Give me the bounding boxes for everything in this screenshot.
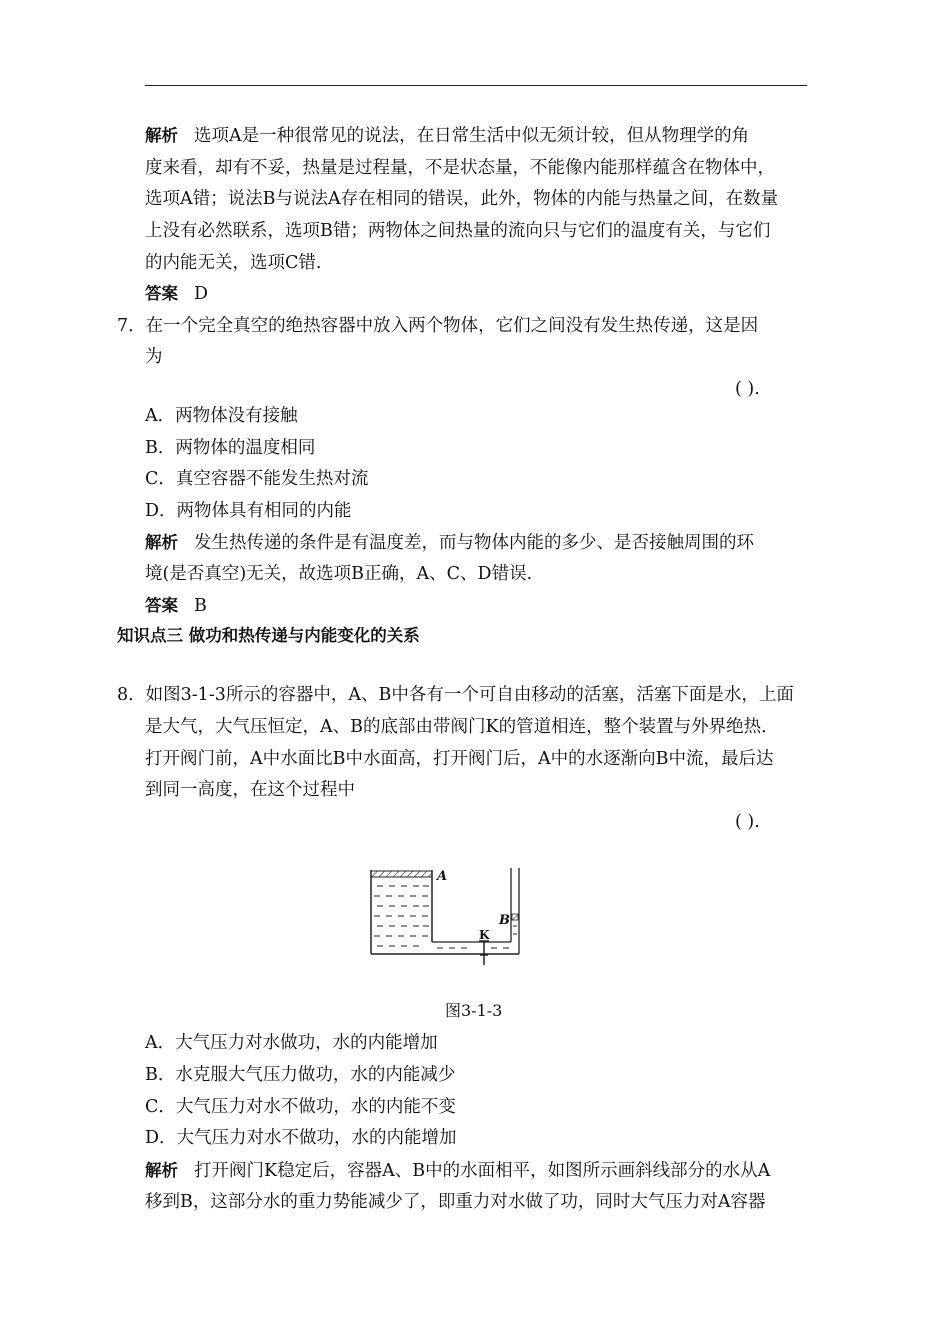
figure-label-b: B: [499, 913, 510, 928]
q8-answer-blank: ( ).: [735, 812, 760, 832]
answer-label: 答案: [145, 596, 178, 615]
q8-stem-line-1: 8．如图3-1-3所示的容器中，A、B中各有一个可自由移动的活塞，活塞下面是水，上面: [117, 685, 794, 705]
valve-k: [479, 941, 489, 965]
q8-analysis-line-2: 移到B，这部分水的重力势能减少了，即重力对水做了功，同时大气压力对A容器: [145, 1192, 766, 1212]
analysis-text: 发生热传递的条件是有温度差，而与物体内能的多少、是否接触周围的环: [194, 533, 754, 553]
q7-option-a: A．两物体没有接触: [145, 406, 298, 426]
q8-option-a: A．大气压力对水做功，水的内能增加: [145, 1033, 438, 1053]
q8-option-c: C．大气压力对水不做功，水的内能不变: [145, 1097, 456, 1117]
answer-label: 答案: [145, 284, 178, 303]
figure-label-a: A: [437, 869, 448, 884]
analysis-label: 解析: [145, 126, 178, 145]
q8-option-d: D．大气压力对水不做功，水的内能增加: [145, 1128, 457, 1148]
q7-stem-line-2: 为: [145, 347, 163, 367]
container-figure: [365, 862, 525, 970]
q8-stem-line-4: 到同一高度，在这个过程中: [145, 780, 355, 800]
q7-analysis-line-2: 境(是否真空)无关，故选项B正确，A、C、D错误.: [145, 564, 533, 584]
figure-label-k: K: [479, 928, 490, 942]
analysis6-line-4: 上没有必然联系，选项B错；两物体之间热量的流向只与它们的温度有关，与它们: [145, 221, 771, 241]
q8-analysis-line-1: [145, 1161, 770, 1181]
water-b: [513, 926, 517, 934]
water-a: [374, 886, 429, 946]
analysis-label: 解析: [145, 533, 178, 552]
q7-option-b: B．两物体的温度相同: [145, 438, 316, 458]
q8-option-b: B．水克服大气压力做功，水的内能减少: [145, 1065, 456, 1085]
header-rule: [145, 85, 807, 86]
q7-option-c: C．真空容器不能发生热对流: [145, 469, 369, 489]
answer6: [145, 284, 208, 304]
analysis6-line-2: 度来看，却有不妥，热量是过程量，不是状态量，不能像内能那样蕴含在物体中，: [145, 158, 775, 178]
answer-value: D: [194, 284, 209, 304]
q8-stem-line-3: 打开阀门前，A中水面比B中水面高，打开阀门后，A中的水逐渐向B中流，最后达: [145, 749, 774, 769]
analysis6-line-3: 选项A错；说法B与说法A存在相同的错误，此外，物体的内能与热量之间，在数量: [145, 189, 779, 209]
piston-a: [371, 871, 432, 877]
figure-caption: 图3-1-3: [445, 1001, 503, 1020]
analysis-label: 解析: [145, 1161, 178, 1180]
q8-stem-line-2: 是大气，大气压恒定，A、B的底部由带阀门K的管道相连，整个装置与外界绝热．: [145, 717, 779, 737]
piston-b: [512, 914, 518, 920]
q7-stem-line-1: 7．在一个完全真空的绝热容器中放入两个物体，它们之间没有发生热传递，这是因: [117, 316, 759, 336]
q7-option-d: D．两物体具有相同的内能: [145, 501, 352, 521]
analysis-text: 选项A是一种很常见的说法，在日常生活中似无须计较，但从物理学的角: [194, 126, 750, 146]
analysis6-line-1: [145, 126, 749, 146]
analysis6-line-5: 的内能无关，选项C错.: [145, 253, 322, 273]
analysis-text: 打开阀门K稳定后，容器A、B中的水面相平，如图所示画斜线部分的水从A: [194, 1161, 771, 1181]
section-heading: 知识点三 做功和热传递与内能变化的关系: [117, 626, 420, 645]
answer-value: B: [194, 596, 207, 616]
q7-answer-blank: ( ).: [735, 379, 760, 399]
answer7: [145, 596, 207, 616]
q7-analysis-line-1: [145, 533, 754, 553]
